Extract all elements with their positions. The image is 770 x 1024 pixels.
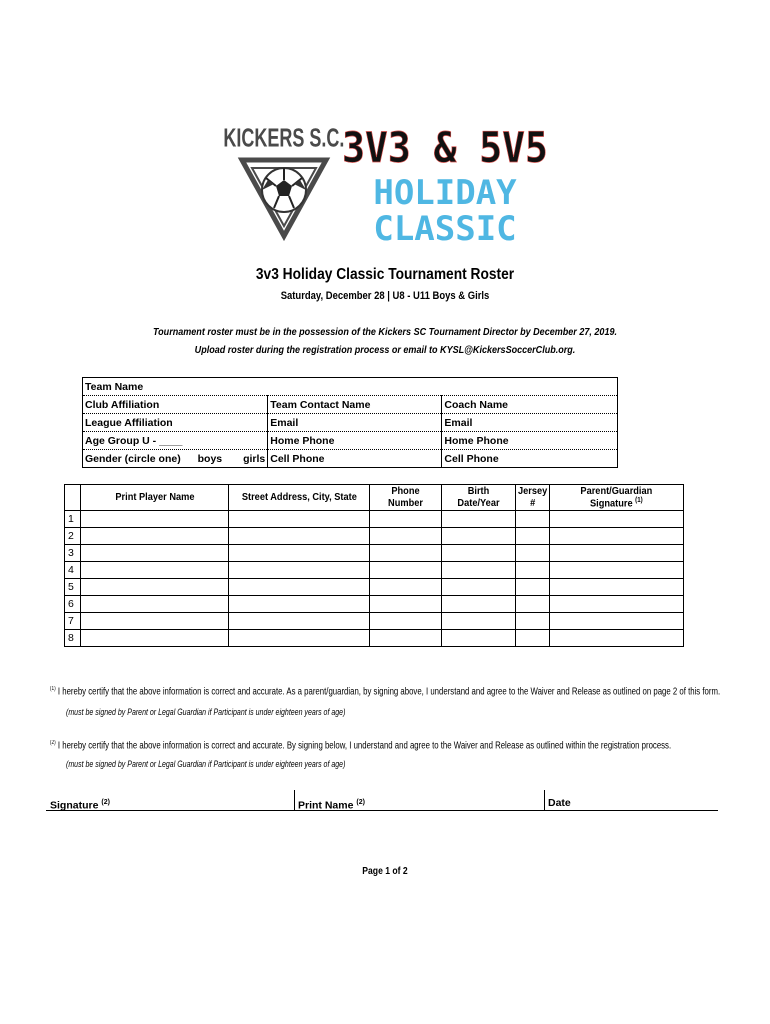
signature-line <box>46 790 718 811</box>
age-group-field[interactable]: Age Group U - ____ <box>83 432 268 450</box>
birth-date-header: Birth Date/Year <box>442 485 516 511</box>
kickers-sc-logo <box>223 118 345 240</box>
certification-note-1: $^{(1)}$ I hereby certify that the above information is correct and accurate. As a parent/guardian, by signing above, I understand and agree to the Waiver and Release as outlined on page 2 of this form. <box>50 686 721 698</box>
player-name-cell[interactable] <box>81 629 229 646</box>
player-name-cell[interactable] <box>81 561 229 578</box>
table-row <box>65 595 684 612</box>
row-number: 4 <box>65 561 81 578</box>
birth-date-cell[interactable] <box>442 544 516 561</box>
team-name-field[interactable]: Team Name <box>83 378 618 396</box>
coach-email-field[interactable]: Email <box>442 414 618 432</box>
contact-cell-phone-field[interactable]: Cell Phone <box>268 450 442 468</box>
phone-cell[interactable] <box>370 510 442 527</box>
player-name-cell[interactable] <box>81 544 229 561</box>
row-number: 5 <box>65 578 81 595</box>
row-number: 3 <box>65 544 81 561</box>
phone-cell[interactable] <box>370 578 442 595</box>
birth-date-cell[interactable] <box>442 595 516 612</box>
gender-girls-option[interactable]: girls <box>243 452 266 465</box>
phone-header: Phone Number <box>370 485 442 511</box>
address-cell[interactable] <box>229 510 370 527</box>
address-cell[interactable] <box>229 561 370 578</box>
table-row <box>65 578 684 595</box>
player-roster-table <box>64 484 684 647</box>
table-row <box>65 561 684 578</box>
jersey-cell[interactable] <box>516 612 550 629</box>
row-number: 2 <box>65 527 81 544</box>
phone-cell[interactable] <box>370 527 442 544</box>
address-cell[interactable] <box>229 629 370 646</box>
address-cell[interactable] <box>229 578 370 595</box>
signature-field[interactable]: Signature $^{(2)}$ <box>50 799 110 812</box>
team-info-table <box>82 377 618 468</box>
phone-cell[interactable] <box>370 561 442 578</box>
coach-name-field[interactable]: Coach Name <box>442 396 618 414</box>
jersey-cell[interactable] <box>516 561 550 578</box>
contact-email-field[interactable]: Email <box>268 414 442 432</box>
player-name-cell[interactable] <box>81 612 229 629</box>
phone-cell[interactable] <box>370 595 442 612</box>
table-row <box>65 612 684 629</box>
player-name-cell[interactable] <box>81 510 229 527</box>
date-field[interactable]: Date <box>544 790 722 810</box>
print-name-field[interactable]: Print Name $^{(2)}$ <box>294 790 546 810</box>
phone-cell[interactable] <box>370 544 442 561</box>
event-line1-text: 3V3 & 5V5 <box>342 124 548 173</box>
address-cell[interactable] <box>229 612 370 629</box>
row-number: 8 <box>65 629 81 646</box>
player-name-cell[interactable] <box>81 595 229 612</box>
page-number: Page 1 of 2 <box>362 866 408 877</box>
row-number: 6 <box>65 595 81 612</box>
event-line3-text: CLASSIC <box>373 209 517 249</box>
guardian-signature-cell[interactable] <box>550 629 684 646</box>
certification-note-2: $^{(2)}$ I hereby certify that the above information is correct and accurate. By signing below, I understand and agree to the Waiver and Release as outlined within the registration process. <box>50 740 672 752</box>
guardian-requirement-note-1: (must be signed by Parent or Legal Guardian if Participant is under eighteen years of age) <box>66 707 346 717</box>
deadline-notice: Tournament roster must be in the possession of the Kickers SC Tournament Director by December 27, 2019. <box>152 326 617 338</box>
jersey-cell[interactable] <box>516 527 550 544</box>
guardian-requirement-note-2: (must be signed by Parent or Legal Guardian if Participant is under eighteen years of age) <box>66 759 346 769</box>
guardian-signature-cell[interactable] <box>550 510 684 527</box>
page-title: 3v3 Holiday Classic Tournament Roster <box>255 266 515 283</box>
jersey-header: Jersey # <box>516 485 550 511</box>
guardian-signature-cell[interactable] <box>550 561 684 578</box>
row-number: 1 <box>65 510 81 527</box>
player-name-cell[interactable] <box>81 578 229 595</box>
address-cell[interactable] <box>229 527 370 544</box>
coach-cell-phone-field[interactable]: Cell Phone <box>442 450 618 468</box>
jersey-cell[interactable] <box>516 578 550 595</box>
kickers-logo-text: KICKERS S.C. <box>223 123 345 153</box>
jersey-cell[interactable] <box>516 629 550 646</box>
row-number: 7 <box>65 612 81 629</box>
upload-notice: Upload roster during the registration process or email to KYSL@KickersSoccerClub.org. <box>194 344 576 356</box>
holiday-classic-logo <box>342 116 548 249</box>
guardian-signature-cell[interactable] <box>550 578 684 595</box>
contact-home-phone-field[interactable]: Home Phone <box>268 432 442 450</box>
address-cell[interactable] <box>229 544 370 561</box>
player-name-cell[interactable] <box>81 527 229 544</box>
address-cell[interactable] <box>229 595 370 612</box>
team-contact-name-field[interactable]: Team Contact Name <box>268 396 442 414</box>
phone-cell[interactable] <box>370 629 442 646</box>
league-affiliation-field[interactable]: League Affiliation <box>83 414 268 432</box>
phone-cell[interactable] <box>370 612 442 629</box>
event-line2-text: HOLIDAY <box>373 173 517 213</box>
guardian-signature-header: Parent/Guardian Signature $^{(1)}$ <box>550 485 684 511</box>
birth-date-cell[interactable] <box>442 527 516 544</box>
birth-date-cell[interactable] <box>442 510 516 527</box>
birth-date-cell[interactable] <box>442 578 516 595</box>
jersey-cell[interactable] <box>516 510 550 527</box>
table-row <box>65 527 684 544</box>
guardian-signature-cell[interactable] <box>550 595 684 612</box>
jersey-cell[interactable] <box>516 595 550 612</box>
table-row <box>65 629 684 646</box>
event-subtitle: Saturday, December 28 | U8 - U11 Boys & Girls <box>280 290 490 302</box>
gender-label: Gender (circle one) <box>85 452 181 465</box>
birth-date-cell[interactable] <box>442 561 516 578</box>
table-row <box>65 544 684 561</box>
address-header: Street Address, City, State <box>229 485 370 511</box>
guardian-signature-cell[interactable] <box>550 527 684 544</box>
guardian-signature-cell[interactable] <box>550 612 684 629</box>
guardian-signature-cell[interactable] <box>550 544 684 561</box>
player-name-header: Print Player Name <box>81 485 229 511</box>
gender-field[interactable] <box>83 450 268 468</box>
table-row <box>65 510 684 527</box>
jersey-cell[interactable] <box>516 544 550 561</box>
row-number-header <box>65 485 81 511</box>
gender-boys-option[interactable]: boys <box>197 452 223 465</box>
birth-date-cell[interactable] <box>442 629 516 646</box>
club-affiliation-field[interactable]: Club Affiliation <box>83 396 268 414</box>
coach-home-phone-field[interactable]: Home Phone <box>442 432 618 450</box>
birth-date-cell[interactable] <box>442 612 516 629</box>
